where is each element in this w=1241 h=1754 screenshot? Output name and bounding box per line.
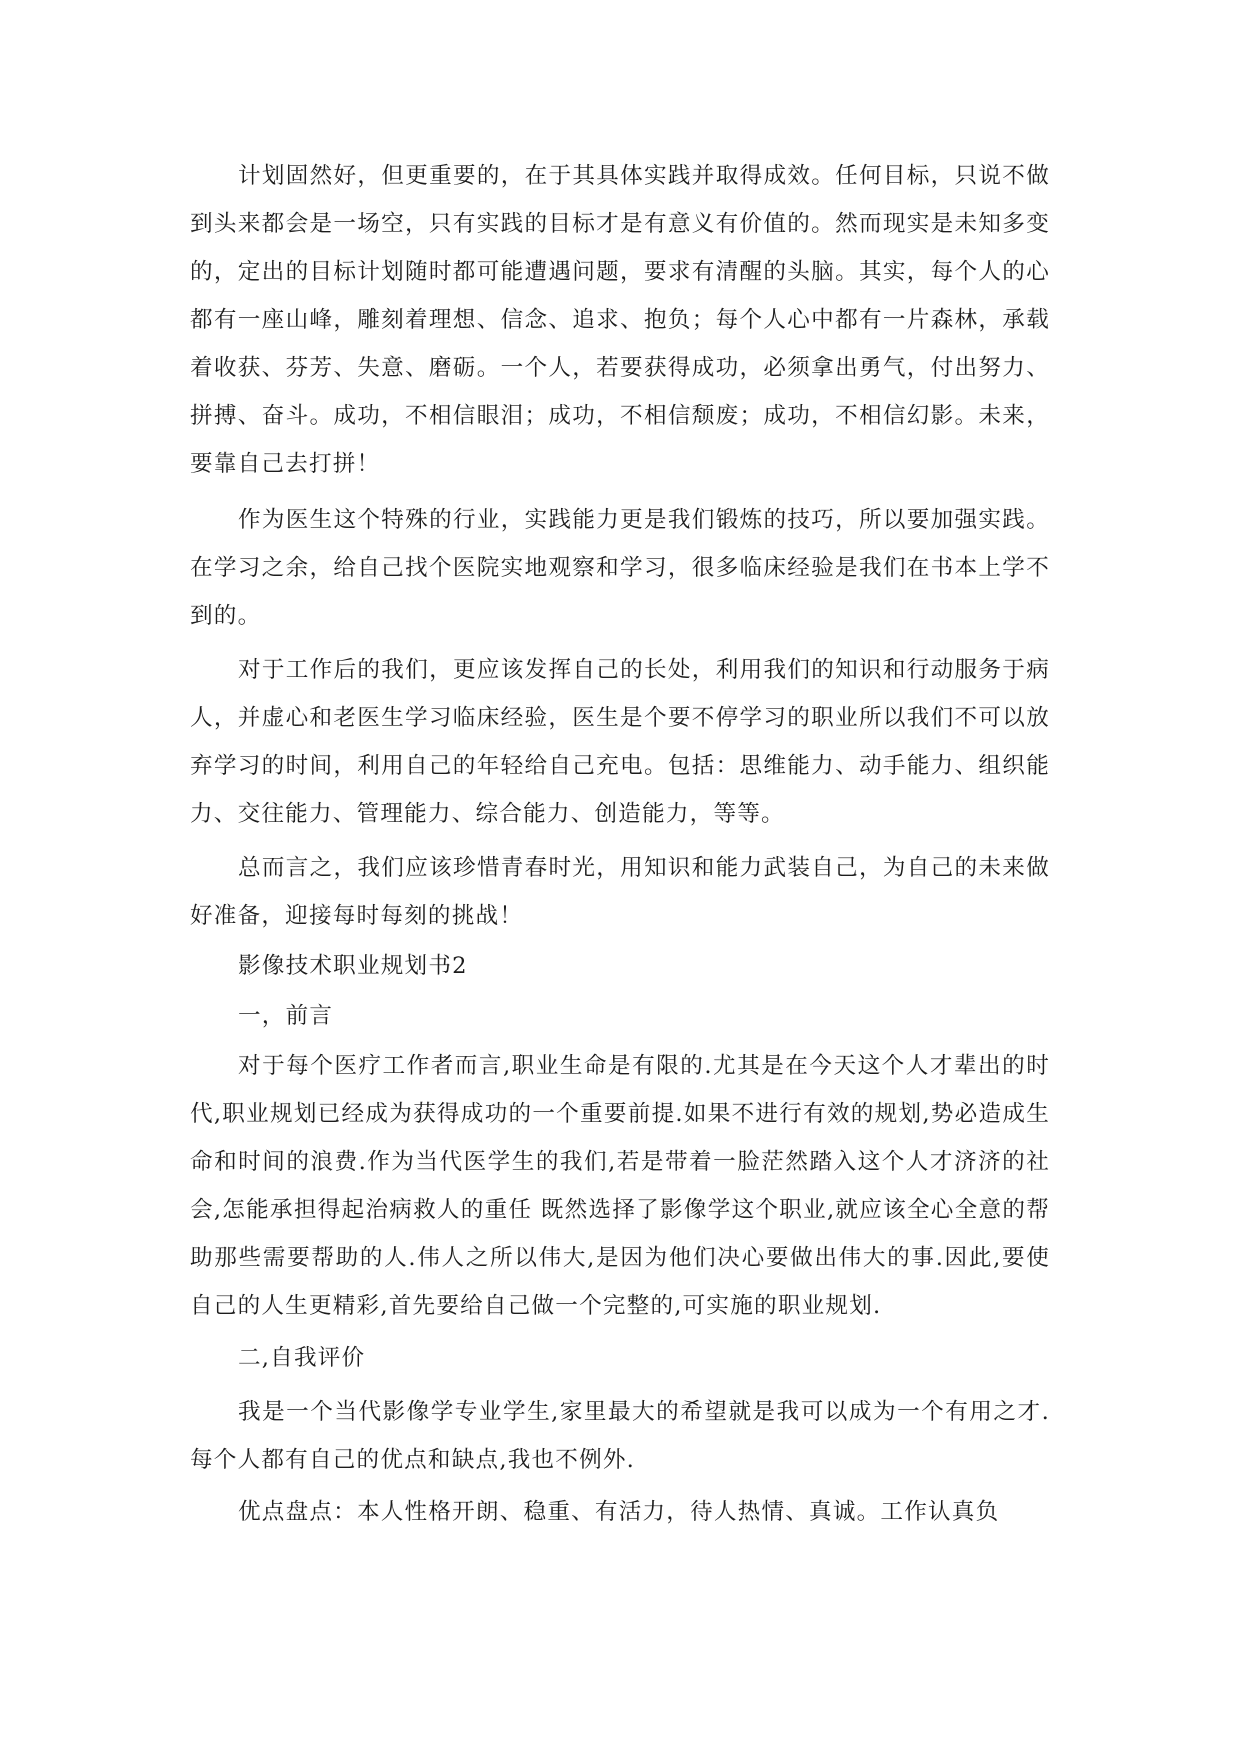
body-paragraph-after-work: 对于工作后的我们，更应该发挥自己的长处，利用我们的知识和行动服务于病人，并虚心和老医生学习临床经验，医生是个要不停学习的职业所以我们不可以放弃学习的时间，利用自己的年轻给自己充电。包括：思维能力、动手能力、组织能力、交往能力、管理能力、综合能力、创造能力，等等。: [190, 657, 1050, 827]
body-paragraph-intro-plan: 计划固然好，但更重要的，在于其具体实践并取得成效。任何目标，只说不做到头来都会是一场空，只有实践的目标才是有意义有价值的。然而现实是未知多变的，定出的目标计划随时都可能遭遇问题，要求有清醒的头脑。其实，每个人的心都有一座山峰，雕刻着理想、信念、追求、抱负；每个人心中都有一片森林，承载着收获、芬芳、失意、磨砺。一个人，若要获得成功，必须拿出勇气，付出努力、拼搏、奋斗。成功，不相信眼泪；成功，不相信颓废；成功，不相信幻影。未来，要靠自己去打拼！: [190, 163, 1050, 477]
section-title: 影像技术职业规划书2: [238, 953, 468, 979]
section-heading-preface: 一，前言: [238, 1003, 334, 1029]
body-paragraph-strengths: 优点盘点：本人性格开朗、稳重、有活力，待人热情、真诚。工作认真负: [238, 1499, 1000, 1525]
body-paragraph-conclusion: 总而言之，我们应该珍惜青春时光，用知识和能力武装自己，为自己的未来做好准备，迎接每时每刻的挑战！: [190, 855, 1050, 929]
body-paragraph-practice: 作为医生这个特殊的行业，实践能力更是我们锻炼的技巧，所以要加强实践。在学习之余，给自己找个医院实地观察和学习，很多临床经验是我们在书本上学不到的。: [190, 507, 1050, 629]
document-page: [190, 152, 1050, 1536]
section-heading-self-evaluation: 二,自我评价: [238, 1345, 366, 1371]
body-paragraph-preface: 对于每个医疗工作者而言,职业生命是有限的.尤其是在今天这个人才辈出的时代,职业规划已经成为获得成功的一个重要前提.如果不进行有效的规划,势必造成生命和时间的浪费.作为当代医学生的我们,若是带着一脸茫然踏入这个人才济济的社会,怎能承担得起治病救人的重任 既然选择了影像学这个职业,就应该全心全意的帮助那些需要帮助的人.伟人之所以伟大,是因为他们决心要做出伟大的事.因此,要使自己的人生更精彩,首先要给自己做一个完整的,可实施的职业规划.: [190, 1053, 1050, 1319]
body-paragraph-self-evaluation: 我是一个当代影像学专业学生,家里最大的希望就是我可以成为一个有用之才.每个人都有自己的优点和缺点,我也不例外.: [190, 1399, 1050, 1473]
